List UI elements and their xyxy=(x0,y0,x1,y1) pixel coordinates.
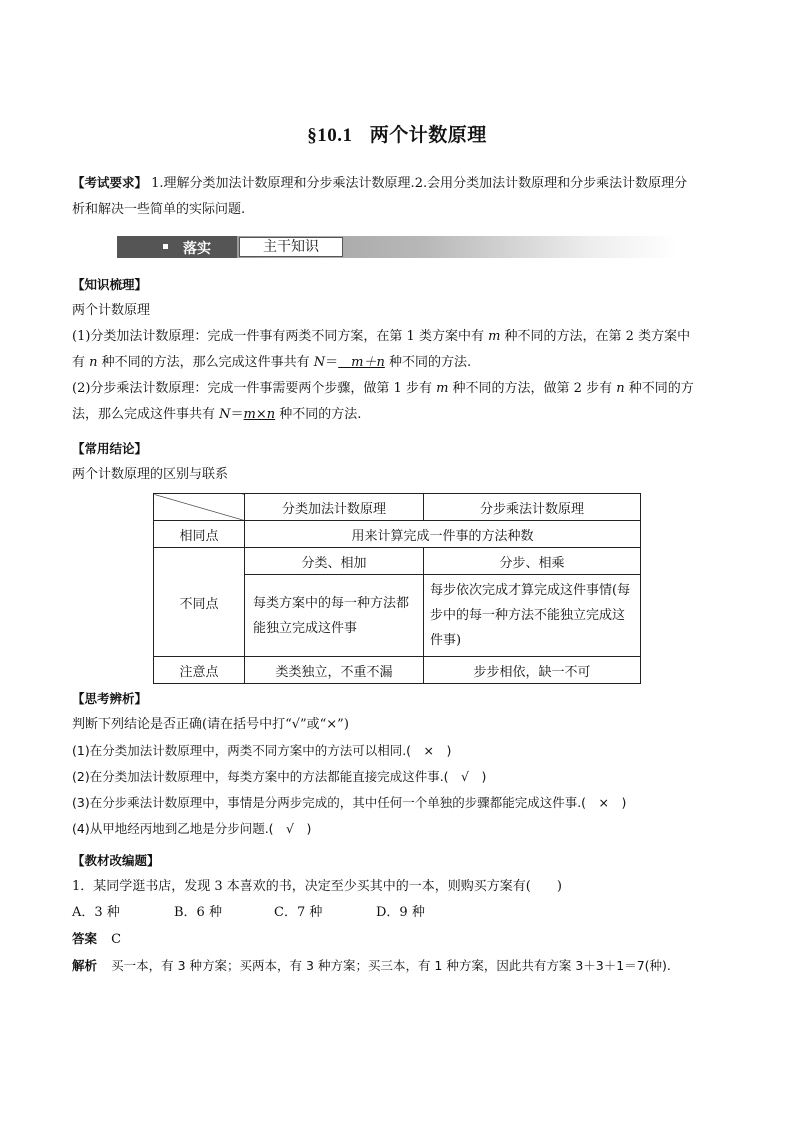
principle-2-line2: 法，那么完成这件事共有 N＝m×n 种不同的方法. xyxy=(72,407,362,422)
banner-dark-block xyxy=(117,236,237,258)
table-cell: 类类独立，不重不漏 xyxy=(245,657,424,684)
think-tag: 【思考辨析】 xyxy=(72,691,148,706)
page-title xyxy=(0,120,794,147)
question-text: 1．某同学逛书店，发现 3 本喜欢的书，决定至少买其中的一本，则购买方案有( ) xyxy=(72,879,562,894)
answer-blank-1: m＋n xyxy=(338,355,385,370)
list-item: (4)从甲地经丙地到乙地是分步问题.( √ ) xyxy=(72,821,312,836)
table-cell: 用来计算完成一件事的方法种数 xyxy=(245,521,641,548)
conclusion-tag: 【常用结论】 xyxy=(72,441,148,456)
answer-line xyxy=(72,926,732,953)
exam-req-line2: 析和解决一些简单的实际问题. xyxy=(72,202,246,217)
banner-left-label: 落实 xyxy=(183,241,211,257)
exam-req-tag: 【考试要求】 xyxy=(72,175,148,190)
square-bullet-icon xyxy=(163,244,168,249)
header-cell: 分步乘法计数原理 xyxy=(424,494,641,521)
table-cell: 步步相依，缺一不可 xyxy=(424,657,641,684)
answer-value: C xyxy=(111,932,122,947)
knowledge-heading: 两个计数原理 xyxy=(72,303,151,318)
list-item: (1)在分类加法计数原理中，两类不同方案中的方法可以相同.( × ) xyxy=(72,743,452,758)
answer-label: 答案 xyxy=(72,931,98,946)
section-banner xyxy=(117,236,677,258)
exam-requirements xyxy=(72,170,732,223)
textbook-tag: 【教材改编题】 xyxy=(72,853,160,868)
option-c: C．7 种 xyxy=(274,905,323,920)
principle-1-line1: (1)分类加法计数原理：完成一件事有两类不同方案，在第 1 类方案中有 m 种不同的方法，在第 2 类方案中 xyxy=(72,329,691,344)
table-cell: 分类、相加 xyxy=(245,548,424,575)
textbook-section xyxy=(72,848,732,980)
list-item: (3)在分步乘法计数原理中，事情是分两步完成的，其中任何一个单独的步骤都能完成这件事.( × ) xyxy=(72,795,627,810)
knowledge-tag: 【知识梳理】 xyxy=(72,277,148,292)
comparison-table xyxy=(153,493,641,684)
banner-box-label: 主干知识 xyxy=(239,237,343,257)
header-cell: 分类加法计数原理 xyxy=(245,494,424,521)
table-row xyxy=(154,494,641,521)
table-row xyxy=(154,521,641,548)
list-item: (2)在分类加法计数原理中，每类方案中的方法都能直接完成这件事.( √ ) xyxy=(72,769,487,784)
conclusion-heading: 两个计数原理的区别与联系 xyxy=(72,467,229,482)
row-label: 注意点 xyxy=(154,657,245,684)
analysis-line xyxy=(72,953,732,980)
think-intro: 判断下列结论是否正确(请在括号中打“√”或“×”) xyxy=(72,717,349,732)
principle-2-line1: (2)分步乘法计数原理：完成一件事需要两个步骤，做第 1 步有 m 种不同的方法，做第 2 步有 n 种不同的方 xyxy=(72,381,694,396)
row-label: 不同点 xyxy=(154,548,245,657)
option-d: D．9 种 xyxy=(376,905,425,920)
option-a: A．3 种 xyxy=(72,905,120,920)
option-b: B．6 种 xyxy=(174,905,222,920)
table-cell: 分步、相乘 xyxy=(424,548,641,575)
table-cell: 每步依次完成才算完成这件事情(每步中的每一种方法不能独立完成这件事) xyxy=(424,575,641,657)
table-row xyxy=(154,548,641,575)
table-row xyxy=(154,657,641,684)
think-section xyxy=(72,686,732,842)
exam-req-line1: 1.理解分类加法计数原理和分步乘法计数原理.2.会用分类加法计数原理和分步乘法计数原理分 xyxy=(151,176,688,191)
analysis-label: 解析 xyxy=(72,958,98,973)
diagonal-header-cell xyxy=(154,494,245,521)
options-row xyxy=(72,900,732,926)
answer-blank-2: m×n xyxy=(243,407,276,422)
section-title: 两个计数原理 xyxy=(369,125,487,146)
knowledge-section xyxy=(72,272,732,428)
section-number: §10.1 xyxy=(307,125,353,146)
principle-1-line2: 有 n 种不同的方法，那么完成这件事共有 N＝ m＋n 种不同的方法. xyxy=(72,355,472,370)
conclusion-section xyxy=(72,436,732,488)
analysis-text: 买一本，有 3 种方案；买两本，有 3 种方案；买三本，有 1 种方案，因此共有方案 3＋3＋1＝7(种). xyxy=(111,958,671,973)
row-label: 相同点 xyxy=(154,521,245,548)
table-cell: 每类方案中的每一种方法都能独立完成这件事 xyxy=(245,575,424,657)
